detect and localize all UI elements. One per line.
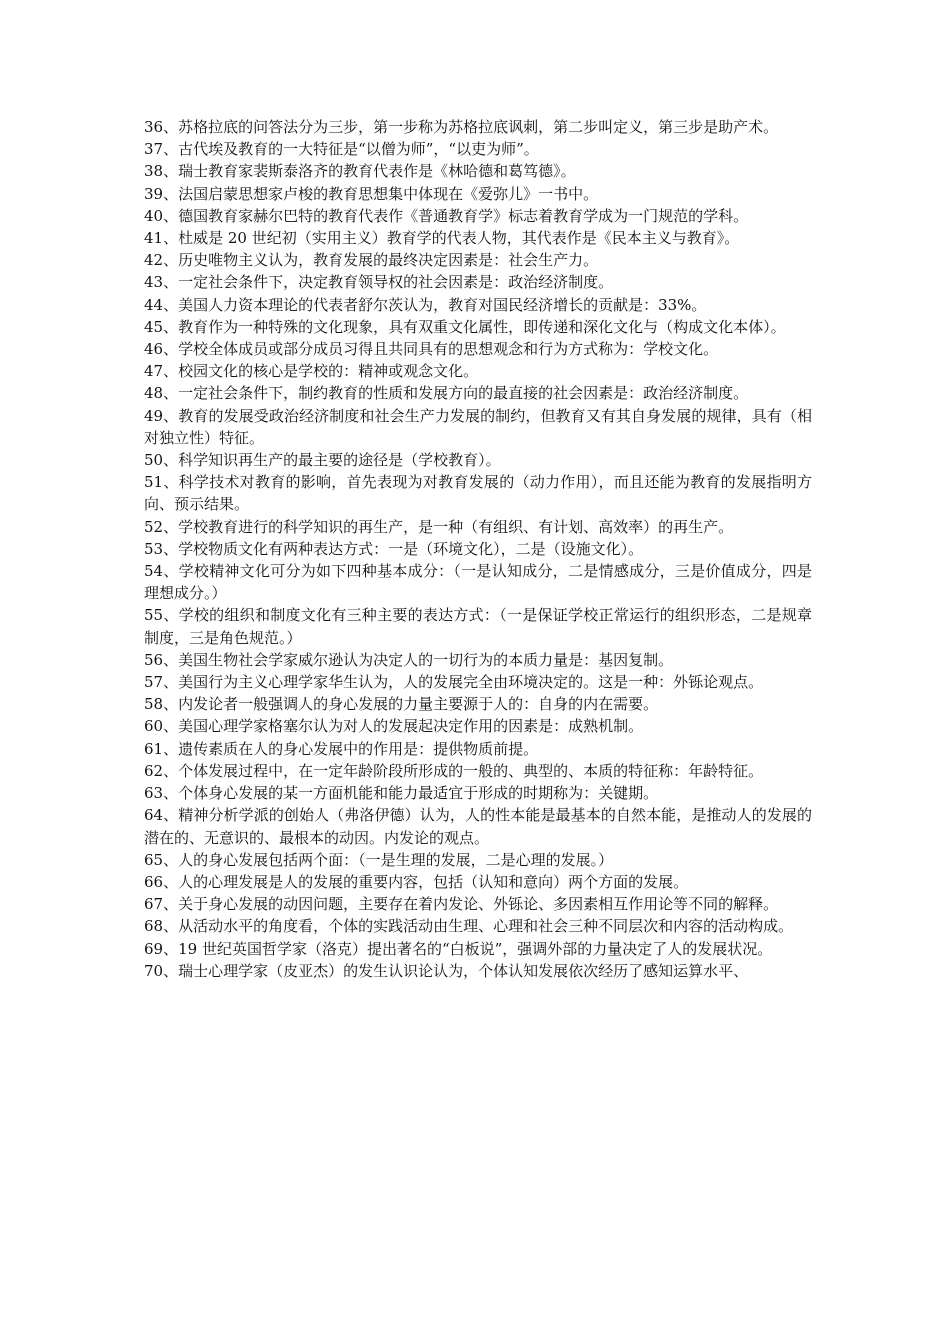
- list-item: 37、古代埃及教育的一大特征是“以僧为师”，“以吏为师”。: [144, 140, 539, 159]
- list-item: 58、内发论者一般强调人的身心发展的力量主要源于人的：自身的内在需要。: [144, 695, 659, 714]
- list-item: 57、美国行为主义心理学家华生认为，人的发展完全由环境决定的。这是一种：外铄论观点。: [144, 673, 764, 692]
- list-item: 61、遗传素质在人的身心发展中的作用是：提供物质前提。: [144, 739, 539, 758]
- list-item: 67、关于身心发展的动因问题，主要存在着内发论、外铄论、多因素相互作用论等不同的解释。: [144, 895, 779, 914]
- list-item: 38、瑞士教育家裴斯泰洛齐的教育代表作是《林哈德和葛笃德》。: [144, 162, 576, 181]
- list-item: 65、人的身心发展包括两个面：（一是生理的发展，二是心理的发展。）: [144, 850, 614, 869]
- list-item: 36、苏格拉底的问答法分为三步，第一步称为苏格拉底讽刺，第二步叫定义，第三步是助产术。: [144, 118, 779, 136]
- list-item: 51、科学技术对教育的影响，首先表现为对教育发展的（动力作用），而且还能为教育的发展指明方向、预示结果。: [144, 473, 812, 514]
- list-item: 54、学校精神文化可分为如下四种基本成分：（一是认知成分，二是情感成分，三是价值成分，四是理想成分。）: [144, 562, 812, 603]
- list-item: 44、美国人力资本理论的代表者舒尔茨认为，教育对国民经济增长的贡献是：33%。: [144, 295, 707, 314]
- list-item: 69、19 世纪英国哲学家（洛克）提出著名的“白板说”，强调外部的力量决定了人的发展状况。: [144, 939, 773, 958]
- list-item: 42、历史唯物主义认为，教育发展的最终决定因素是：社会生产力。: [144, 251, 599, 270]
- list-item: 41、杜威是 20 世纪初（实用主义）教育学的代表人物，其代表作是《民本主义与教育》。: [144, 229, 740, 248]
- list-item: 52、学校教育进行的科学知识的再生产，是一种（有组织、有计划、高效率）的再生产。: [144, 517, 734, 536]
- list-item: 70、瑞士心理学家（皮亚杰）的发生认识论认为，个体认知发展依次经历了感知运算水平、: [144, 961, 749, 980]
- document-page: [144, 116, 812, 982]
- list-item: 68、从活动水平的角度看，个体的实践活动由生理、心理和社会三种不同层次和内容的活动构成。: [144, 917, 794, 936]
- list-item: 49、教育的发展受政治经济制度和社会生产力发展的制约，但教育又有其自身发展的规律，具有（相对独立性）特征。: [144, 406, 812, 447]
- list-item: 55、学校的组织和制度文化有三种主要的表达方式：（一是保证学校正常运行的组织形态，二是规章制度，三是角色规范。）: [144, 606, 812, 647]
- list-item: 60、美国心理学家格塞尔认为对人的发展起决定作用的因素是：成熟机制。: [144, 717, 644, 736]
- list-item: 56、美国生物社会学家威尔逊认为决定人的一切行为的本质力量是：基因复制。: [144, 650, 674, 669]
- list-item: 62、个体发展过程中，在一定年龄阶段所形成的一般的、典型的、本质的特征称：年龄特征。: [144, 761, 764, 780]
- list-item: 43、一定社会条件下，决定教育领导权的社会因素是：政治经济制度。: [144, 273, 614, 292]
- list-item: 40、德国教育家赫尔巴特的教育代表作《普通教育学》标志着教育学成为一门规范的学科。: [144, 206, 749, 225]
- list-item: 53、学校物质文化有两种表达方式：一是（环境文化），二是（设施文化）。: [144, 539, 644, 558]
- list-item: 39、法国启蒙思想家卢梭的教育思想集中体现在《爱弥儿》一书中。: [144, 184, 599, 203]
- list-item: 66、人的心理发展是人的发展的重要内容，包括（认知和意向）两个方面的发展。: [144, 872, 689, 891]
- list-item: 47、校园文化的核心是学校的：精神或观念文化。: [144, 362, 479, 381]
- list-item: 63、个体身心发展的某一方面机能和能力最适宜于形成的时期称为：关键期。: [144, 784, 659, 803]
- list-item: 64、精神分析学派的创始人（弗洛伊德）认为，人的性本能是最基本的自然本能，是推动人的发展的潜在的、无意识的、最根本的动因。内发论的观点。: [144, 806, 812, 847]
- list-item: 45、教育作为一种特殊的文化现象，具有双重文化属性，即传递和深化文化与（构成文化本体）。: [144, 317, 786, 336]
- list-item: 46、学校全体成员或部分成员习得且共同具有的思想观念和行为方式称为：学校文化。: [144, 340, 719, 359]
- list-item: 50、科学知识再生产的最主要的途径是（学校教育）。: [144, 451, 501, 470]
- list-item: 48、一定社会条件下，制约教育的性质和发展方向的最直接的社会因素是：政治经济制度。: [144, 384, 749, 403]
